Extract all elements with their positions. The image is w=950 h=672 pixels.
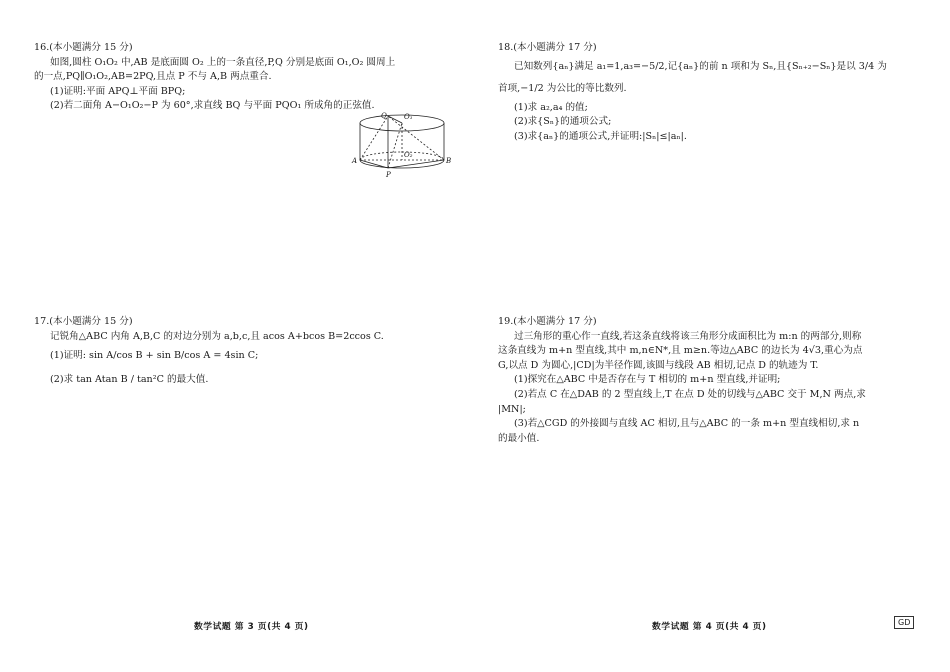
problem-19-line-1: 过三角形的重心作一直线,若这条直线将该三角形分成面积比为 m:n 的两部分,则称 xyxy=(514,330,862,342)
problem-17 xyxy=(34,315,464,387)
segment-bq xyxy=(388,116,444,160)
segment-ap xyxy=(360,160,388,168)
problem-17-part-2: (2)求 tan Atan B / tan²C 的最大值. xyxy=(50,373,209,385)
label-p: P xyxy=(386,171,391,179)
problem-18 xyxy=(498,41,938,145)
problem-16-header: 16.(本小题满分 15 分) xyxy=(34,42,133,53)
problem-17-part-1: (1)证明: sin A/cos B + sin B/cos A = 4sin C; xyxy=(50,350,259,362)
segment-qo1 xyxy=(388,116,402,123)
problem-16-line-1: 如图,圆柱 O₁O₂ 中,AB 是底面圆 O₂ 上的一条直径,P,Q 分别是底面 O₁,O₂ 圆周上 xyxy=(50,56,396,68)
problem-19-line-2: 这条直线为 m+n 型直线,其中 m,n∈N*,且 m≥n.等边△ABC 的边长为 4√3,重心为点 xyxy=(498,345,863,357)
segment-bp xyxy=(388,160,444,168)
problem-19-part-2: (2)若点 C 在△DAB 的 2 型直线上,T 在点 D 处的切线与△ABC 交于 M,N 两点,求 xyxy=(514,388,866,400)
problem-18-line-1: 已知数列{aₙ}满足 a₁=1,a₃=−5/2,记{aₙ}的前 n 项和为 Sₙ,且{Sₙ₊₂−Sₙ}是以 3/4 为 xyxy=(514,60,887,72)
problem-19-part-3: (3)若△CGD 的外接圆与直线 AC 相切,且与△ABC 的一条 m+n 型直线相切,求 n xyxy=(514,418,860,430)
problem-18-part-1: (1)求 a₂,a₄ 的值; xyxy=(514,101,588,113)
problem-16-part-2: (2)若二面角 A−O₁O₂−P 为 60°,求直线 BQ 与平面 PQO₁ 所成角的正弦值. xyxy=(50,100,375,112)
problem-19-part-2-cont: |MN|; xyxy=(498,403,526,415)
segment-po1 xyxy=(388,123,402,168)
label-q: Q xyxy=(381,112,387,120)
problem-16-line-2: 的一点,PQ∥O₁O₂,AB=2PQ,且点 P 不与 A,B 两点重合. xyxy=(34,71,272,83)
problem-18-line-2: 首项,−1/2 为公比的等比数列. xyxy=(498,83,627,95)
problem-17-line-1: 记锐角△ABC 内角 A,B,C 的对边分别为 a,b,c,且 acos A+bcos B=2ccos C. xyxy=(50,330,384,342)
label-o1: O₁ xyxy=(404,113,413,121)
problem-16 xyxy=(34,41,464,114)
problem-19-line-3: G,以点 D 为圆心,|CD|为半径作圆,该圆与线段 AB 相切,记点 D 的轨迹为 T. xyxy=(498,359,819,371)
problem-19 xyxy=(498,315,938,446)
problem-18-part-3: (3)求{aₙ}的通项公式,并证明:|Sₙ|≤|aₙ|. xyxy=(514,130,687,142)
right-page xyxy=(475,0,950,672)
problem-18-header: 18.(本小题满分 17 分) xyxy=(498,42,597,53)
problem-19-part-1: (1)探究在△ABC 中是否存在与 T 相切的 m+n 型直线,并证明; xyxy=(514,374,781,386)
label-o2: O₂ xyxy=(404,151,413,159)
page-4-footer: 数学试题 第 4 页(共 4 页) xyxy=(652,622,767,632)
gd-badge: GD xyxy=(894,616,914,629)
page-3-footer: 数学试题 第 3 页(共 4 页) xyxy=(194,622,309,632)
problem-18-part-2: (2)求{Sₙ}的通项公式; xyxy=(514,116,612,128)
problem-19-part-3-cont: 的最小值. xyxy=(498,432,540,444)
problem-19-header: 19.(本小题满分 17 分) xyxy=(498,316,597,327)
segment-aq xyxy=(360,116,388,160)
problem-17-header: 17.(本小题满分 15 分) xyxy=(34,316,133,327)
cylinder-figure xyxy=(345,107,460,182)
label-b: B xyxy=(446,157,452,165)
problem-16-part-1: (1)证明:平面 APQ⊥平面 BPQ; xyxy=(50,85,186,97)
label-a: A xyxy=(352,157,358,165)
